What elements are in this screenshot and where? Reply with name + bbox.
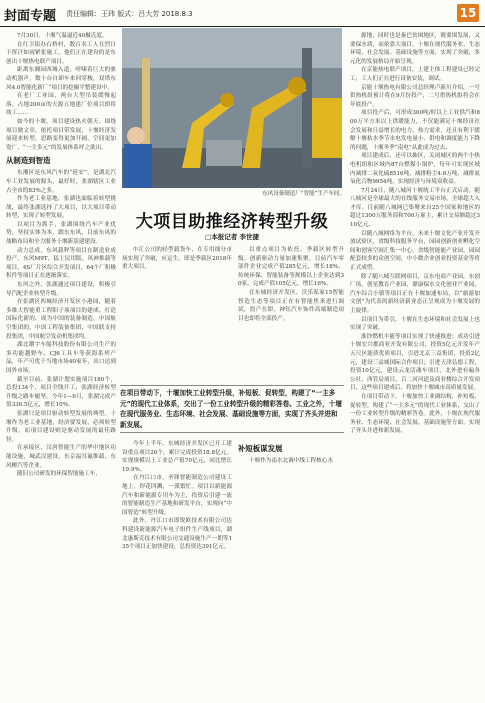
section-title: 封面专题	[4, 9, 57, 24]
pull-quote	[120, 383, 344, 435]
paragraph: 淮钞燃机丰能等项目实现了快速推进；成功引进十堰宏兴都商业开发有限公司，投资5亿元开发年产五尺区能质优质项目，引进北京三益集团，投资2亿元，建设三益城国际合作项目；引进天津弘德工程，投资10亿元，建设云龙活魂车项目，北外进有遍各公社，西管局项目，百二河河道及商业楼综合开发项目，这些项目建成后，将加快十堰城市高质量发展。	[350, 333, 480, 392]
article-byline: □本报记者 李世捷	[205, 233, 259, 241]
column-left	[6, 32, 116, 700]
page-number: 15	[457, 4, 479, 22]
paragraph: 源地，同时也是秦巴贫困地区，既要围发展，又要保水质，而依靠大项目，十堰在现代服务业、生态环境、社会发展、基础设施等方面，实现了突破，多元化的发展格局开始呈现。	[350, 33, 480, 65]
paragraph: 除了随八城互联网项目，京东电商产业园，东创厂场，创星教育产业园，鼎康保水文化创业产业园，汽车综合小镇等项目正在十堰加速布局，以“旅游加文创”为代表的新经济新业态正呈现成为十堰发展的主旋律。	[350, 273, 480, 314]
pull-quote-rule-bottom	[120, 432, 344, 433]
column-middle-bottom	[122, 440, 232, 700]
paragraph: 在京能热电联产项目，土建主体工程建设已经完工，工人们正在进行设备安装，调试。	[350, 67, 480, 82]
paragraph: 动力总成，东风载秤等项目在制造业成投产，东风M9T、猛士民用版、风神推载等项目，4S厂片区综合开发项目，64个厂积极积件等项目正在逐渐落实。	[6, 247, 116, 280]
column-middle-top	[122, 246, 232, 378]
paragraph: 此外，丹江口市即锐欧技术有限公司达科建设新能源汽车电子组件生产线项目，湖北惠斯克技术有限公司交通设施生产一期等135个项目正加快建设，总投资达391亿元。	[122, 518, 232, 551]
photo-caption: 东风设备制造厂“智能”生产车间。	[262, 191, 345, 197]
page-header	[0, 0, 485, 27]
paragraph: 张湖只是项目驱动转型发展的典型。十堰作为老工业基地，经济要发展，必须转型升级，而项目建设则是驱动发展的最佳路径。	[6, 410, 116, 443]
pull-quote-rule-top	[120, 385, 344, 386]
paragraph: 在张湖区西城经济开发区小港园，随着多维大智能重工程阳子项项目的建成、打造国际化新的、成为中国的装备制造，中国航空集团的，中国工程装备集团，中国联支持投集团，中国航空发动机集团均。	[6, 299, 116, 340]
paragraph: 随旧公司研发的环保智能施工车，	[17, 471, 101, 478]
column-middle-bottom-2	[238, 440, 344, 700]
paragraph: 距离东湘园西城入道，呼啸着巨大的驱动机器声，数十台自卸车来回穿梭，双塔东风4.0智能化新厂“项目的挖掘平整建设中。	[6, 67, 116, 91]
factory-photo	[122, 28, 342, 188]
paragraph: 东湘区是东风汽车的“延安”，是湖北汽车工业发展的源头，最好时，张湖辖区工业占全市的83%之多。	[6, 170, 116, 194]
paragraph: 在项目带动下，十堰加快工业调结构，补短板、促转型，构建了“一主多元”的现代工业体系，交出了一份工业转型升级的精彩答卷。此外，十堰在现代服务业、生态环境、社会发展、基础设施等方面，实现了齐头并进和新发展。	[350, 393, 480, 435]
paragraph: 京能十堰热电有限公司总经理卢新川介绍，一号供热机组预计将在9月份投产，二号供热机组将会在年底投产。	[350, 84, 480, 108]
paragraph: 今年上半年，东城经济开发区已开工建设重点项目26个，累计完成投资18.8亿元，实现规模以上工业总产值70亿元，同比增长19.9%。	[122, 441, 232, 473]
paragraph: 如今的十堰，项目建设热火朝天。围绕项目做文章，依托项目带发展，十堰经济发展迎来转型，思路变得更加开阔，空间更加宽广，“一主多元”的发展体系呼之欲出。	[6, 118, 116, 151]
paragraph: 在红卫街办石桥村，数百名工人在烈日下挥汗如雨紧张施工，他们正在建设的是东创出十堰热电联产项目。	[6, 41, 116, 65]
paragraph: 以项目为抓手，张湖围绕汽车产业优势，坚持实体为本，跟东东风，目前东风的战略布局和全力服务十堰新基建建设。	[6, 221, 116, 246]
header-meta: 责任编辑：王玮 版式：吕大芳 2018.8.3	[66, 10, 193, 18]
paragraph: 在丹江口市，圣锋智能制造公司建设工地上，焊花四溅，一派繁忙。项目以新能源汽车和新能源专用车为主，投资后引建一流的智能制造生产基地和研发平台，实现向“中国智造”转型升级。	[122, 475, 232, 516]
article-title: 大项目助推经济转型升级	[135, 212, 329, 232]
paragraph: 项目建成后，还可以抽区，关闭城区的两个小热电机组和区域内87台燃煤小锅炉，每年可实现区域内减排二氧化硫8516吨，减排粉尘4.8万吨，减排氮氧化合物9954吨，实现经济与环境双收益。	[350, 153, 480, 186]
column-middle-top-2	[238, 246, 344, 378]
paragraph: 在东城经济开发区，沃乐私家15智能智造生态等项目正在有智能焦米进行调试，投产在即，神钰汽车饰件高端制造项目也即将全部投产。	[238, 289, 344, 322]
section-subheading: 从制造到智造	[6, 156, 51, 166]
paragraph: 在老厂工业园，两台大型吊装缓慢起落，占地200亩的天源五地建厂位项目即将竣工……	[6, 93, 116, 117]
paragraph: 以随八城网络为平台，未来十堰文化产业开发开放试验区，省级科技服务平台，园园创新创业孵化空间和创客空间汇集一中心，省级智能能产业园，园园配套较多的众创空间，中小微企业创业投资基金等将正式成型。	[350, 230, 480, 272]
paragraph: 东风之外，张湖通过项目建设，积极引导汽配企业转型升级。	[6, 282, 116, 297]
paragraph: 项目投产后，可形成300吨/时以上工业供汽和800万平方米以上供暖能力，不仅能满足十堰经济社会发展和日益增长的电力、热力需求，还且有利于缓解十堰枯水季节水电发电量小、供电和调度能力下降的问题，十堰冬季“南电”从此成为过去。	[350, 110, 480, 151]
paragraph: 十堰作为南水北调中线工程核心水	[249, 458, 333, 464]
section-subheading: 补短板谋发展	[238, 444, 283, 453]
paragraph: 湖北潮宇车船科技股份有限公司生产的多功能越野车、CJ6工具车等获海系列产品，年产可优于当地市场40家年，出口达到国外市场。	[6, 342, 116, 374]
paragraph: 以重点项目为依托，季载区转型升级、创新驱动力量加速集聚。目前汽车零部件企业完成产值285亿元，增长18%，传统环保、智能装备等规模以上企业达到30家，完成产值105亿元，增长16%。	[238, 247, 344, 288]
paragraph: 以项目为带引，十堰在生态环境和社会发展上也实现了突破。	[350, 316, 480, 332]
column-right	[350, 32, 480, 700]
robot-arm-illustration	[122, 28, 342, 188]
paragraph: 截至目前，张湖计划实施项目180个，总投134个，项目全线开工，张湖经济转型升级之路步履坚，今年1—6月，张湖完成产值336.5亿元，增长10%。	[6, 376, 116, 409]
paragraph: 7月24日，随八城河十堰统工平台正式启动。随八城河是全球最大的在线服务交易市场，全球超大入才库。目前随八城网已集聚来自25个国家和地区的超过1300万服务商和700万雇主，累计交易额超过310亿元。	[350, 187, 480, 229]
pull-quote-text: 在项目带动下，十堰加快工业转型升级，补短板、促转型，构建了“一主多元”的现代工业体系，交出了一份工业转型升级的精彩答卷。工业之外，十堰在现代服务业、生态环境、社会发展、基础设施等方面，实现了齐头并进和新发展。	[120, 389, 342, 429]
paragraph: 中汇公司的轻型载货车，在专用细分市场实现了突破，应运生。即是季载区2018年重大项目。	[122, 247, 232, 271]
paragraph: 作为老工业基地，张湖也面临着转型挑战，最终张湖选择了大项目，以大项目带动转型，实现了转型发展。	[6, 196, 116, 220]
paragraph: 7月30日，十堰气温逼近40摄氏度。	[17, 33, 108, 39]
paragraph: 在承接区，汉唐智能生产的华中地区功能设施，城武汉建设，东京福耳氟维载，东风柳汽等企业。	[6, 445, 116, 469]
